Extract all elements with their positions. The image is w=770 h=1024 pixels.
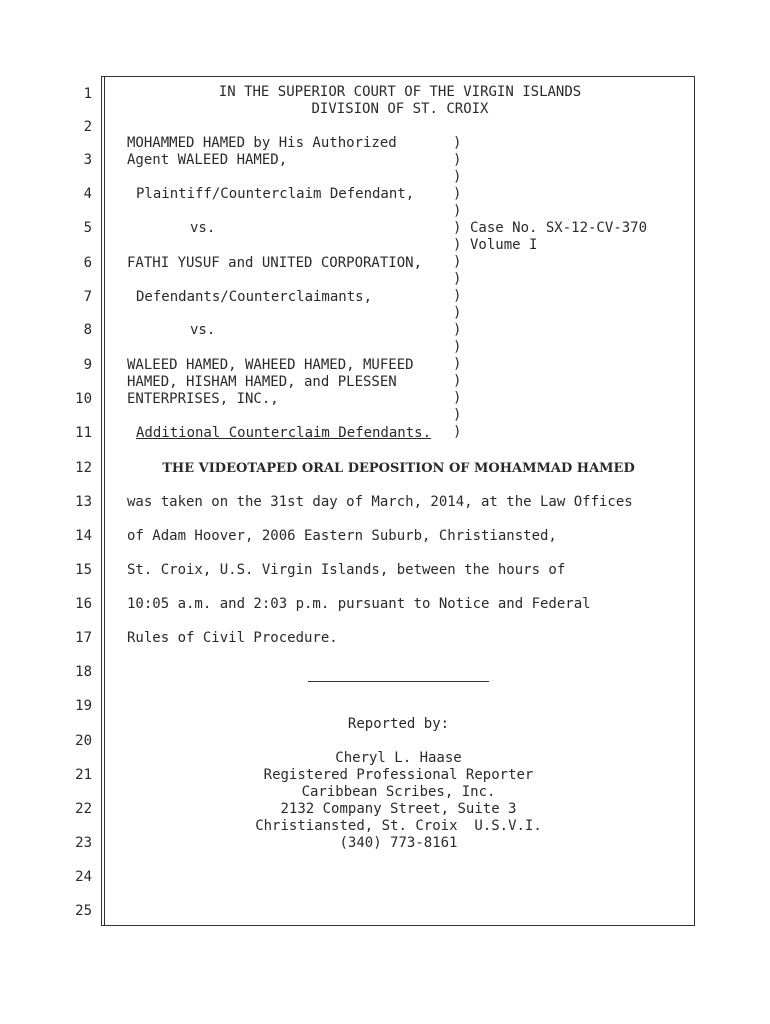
- caption-third-party-role: Additional Counterclaim Defendants.: [136, 425, 432, 441]
- caption-defendant: FATHI YUSUF and UNITED CORPORATION,: [127, 255, 423, 271]
- volume-number: Volume I: [470, 237, 538, 253]
- line-number: 22: [75, 801, 92, 817]
- reporter-title: Registered Professional Reporter: [263, 767, 534, 783]
- body-line-16: 10:05 a.m. and 2:03 p.m. pursuant to Notice and Federal: [127, 596, 591, 612]
- line-number: 17: [75, 630, 92, 646]
- caption-third-party-line-3: ENTERPRISES, INC.,: [127, 391, 279, 407]
- caption-parenthesis: ): [453, 152, 462, 168]
- caption-vs-1: vs.: [190, 220, 216, 236]
- deposition-title: THE VIDEOTAPED ORAL DEPOSITION OF MOHAMMAD HAMED: [162, 461, 635, 476]
- caption-third-party-line-1: WALEED HAMED, WAHEED HAMED, MUFEED: [127, 357, 414, 373]
- line-number: 13: [75, 494, 92, 510]
- line-number: 24: [75, 869, 92, 885]
- caption-parenthesis: ): [453, 407, 462, 423]
- line-number: 12: [75, 460, 92, 476]
- line-number: 25: [75, 903, 92, 919]
- caption-parenthesis: ): [453, 135, 462, 151]
- reporter-name: Cheryl L. Haase: [335, 750, 462, 766]
- line-number: 1: [83, 86, 92, 102]
- body-line-17: Rules of Civil Procedure.: [127, 630, 338, 646]
- case-number: Case No. SX-12-CV-370: [470, 220, 648, 236]
- caption-parenthesis: ): [453, 203, 462, 219]
- caption-parenthesis: ): [453, 288, 462, 304]
- line-number: 10: [75, 391, 92, 407]
- court-division: DIVISION OF ST. CROIX: [311, 101, 489, 117]
- line-number: 18: [75, 664, 92, 680]
- caption-defendant-role: Defendants/Counterclaimants,: [136, 289, 373, 305]
- line-number: 7: [83, 289, 92, 305]
- line-number: 5: [83, 220, 92, 236]
- caption-plaintiff-line-1: MOHAMMED HAMED by His Authorized: [127, 135, 397, 151]
- reporter-company: Caribbean Scribes, Inc.: [301, 784, 496, 800]
- caption-parenthesis: ): [453, 424, 462, 440]
- body-line-13: was taken on the 31st day of March, 2014, at the Law Offices: [127, 494, 633, 510]
- caption-vs-2: vs.: [190, 322, 216, 338]
- line-number: 14: [75, 528, 92, 544]
- caption-parenthesis: ): [453, 390, 462, 406]
- line-number: 11: [75, 425, 92, 441]
- reporter-street: 2132 Company Street, Suite 3: [280, 801, 517, 817]
- caption-parenthesis: ): [453, 169, 462, 185]
- margin-double-rule: [104, 77, 105, 925]
- caption-parenthesis: ): [453, 339, 462, 355]
- caption-parenthesis: ): [453, 254, 462, 270]
- body-line-14: of Adam Hoover, 2006 Eastern Suburb, Christiansted,: [127, 528, 557, 544]
- line-number: 3: [83, 152, 92, 168]
- line-number: 20: [75, 733, 92, 749]
- reported-by-heading: Reported by:: [347, 716, 450, 732]
- line-number: 21: [75, 767, 92, 783]
- court-name: IN THE SUPERIOR COURT OF THE VIRGIN ISLANDS: [218, 84, 582, 100]
- caption-parenthesis: ): [453, 356, 462, 372]
- line-number: 23: [75, 835, 92, 851]
- caption-parenthesis: ): [453, 237, 462, 253]
- caption-parenthesis: ): [453, 373, 462, 389]
- line-number: 6: [83, 255, 92, 271]
- signature-rule: [308, 681, 489, 682]
- caption-parenthesis: ): [453, 305, 462, 321]
- line-number: 2: [83, 119, 92, 135]
- line-number: 4: [83, 186, 92, 202]
- caption-plaintiff-role: Plaintiff/Counterclaim Defendant,: [136, 186, 415, 202]
- line-number: 16: [75, 596, 92, 612]
- reporter-city: Christiansted, St. Croix U.S.V.I.: [255, 818, 542, 834]
- line-number: 9: [83, 357, 92, 373]
- line-number: 8: [83, 322, 92, 338]
- caption-parenthesis: ): [453, 186, 462, 202]
- reporter-phone: (340) 773-8161: [339, 835, 458, 851]
- caption-plaintiff-line-2: Agent WALEED HAMED,: [127, 152, 288, 168]
- line-number: 15: [75, 562, 92, 578]
- caption-parenthesis: ): [453, 322, 462, 338]
- caption-third-party-line-2: HAMED, HISHAM HAMED, and PLESSEN: [127, 374, 397, 390]
- caption-parenthesis: ): [453, 220, 462, 236]
- caption-parenthesis: ): [453, 271, 462, 287]
- line-number: 19: [75, 698, 92, 714]
- body-line-15: St. Croix, U.S. Virgin Islands, between the hours of: [127, 562, 566, 578]
